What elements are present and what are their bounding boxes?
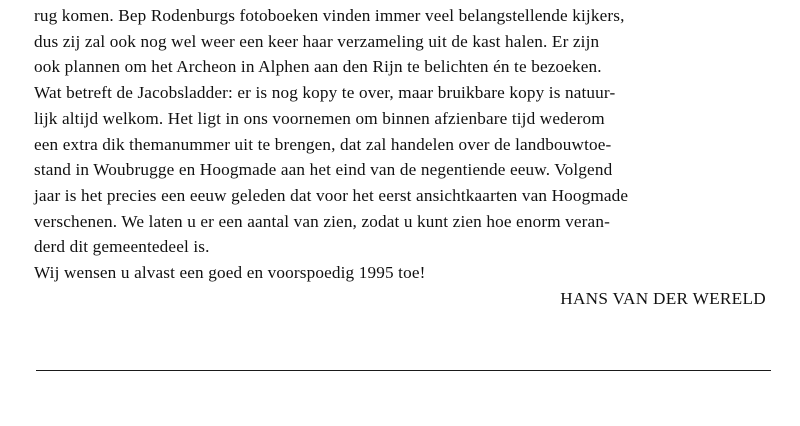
- text-line: Wat betreft de Jacobsladder: er is nog kopy te over, maar bruikbare kopy is natuur-: [34, 83, 616, 103]
- body-text: [34, 3, 774, 311]
- text-line: stand in Woubrugge en Hoogmade aan het eind van de negentiende eeuw. Volgend: [34, 160, 613, 180]
- text-line: een extra dik themanummer uit te brengen, dat zal handelen over de landbouwtoe-: [34, 134, 612, 154]
- author-signature: HANS VAN DER WERELD: [560, 288, 766, 308]
- text-line: dus zij zal ook nog wel weer een keer haar verzameling uit de kast halen. Er zijn: [34, 31, 600, 51]
- text-line: rug komen. Bep Rodenburgs fotoboeken vinden immer veel belangstellende kijkers,: [34, 6, 625, 25]
- text-line: derd dit gemeentedeel is.: [34, 237, 210, 257]
- text-line: jaar is het precies een eeuw geleden dat voor het eerst ansichtkaarten van Hoogmade: [34, 185, 629, 205]
- text-line: lijk altijd welkom. Het ligt in ons voornemen om binnen afzienbare tijd wederom: [34, 108, 605, 128]
- horizontal-divider: [36, 370, 771, 371]
- text-line: Wij wensen u alvast een goed en voorspoedig 1995 toe!: [34, 263, 426, 283]
- text-line: verschenen. We laten u er een aantal van zien, zodat u kunt zien hoe enorm veran-: [34, 211, 610, 231]
- text-line: ook plannen om het Archeon in Alphen aan den Rijn te belichten én te bezoeken.: [34, 57, 602, 77]
